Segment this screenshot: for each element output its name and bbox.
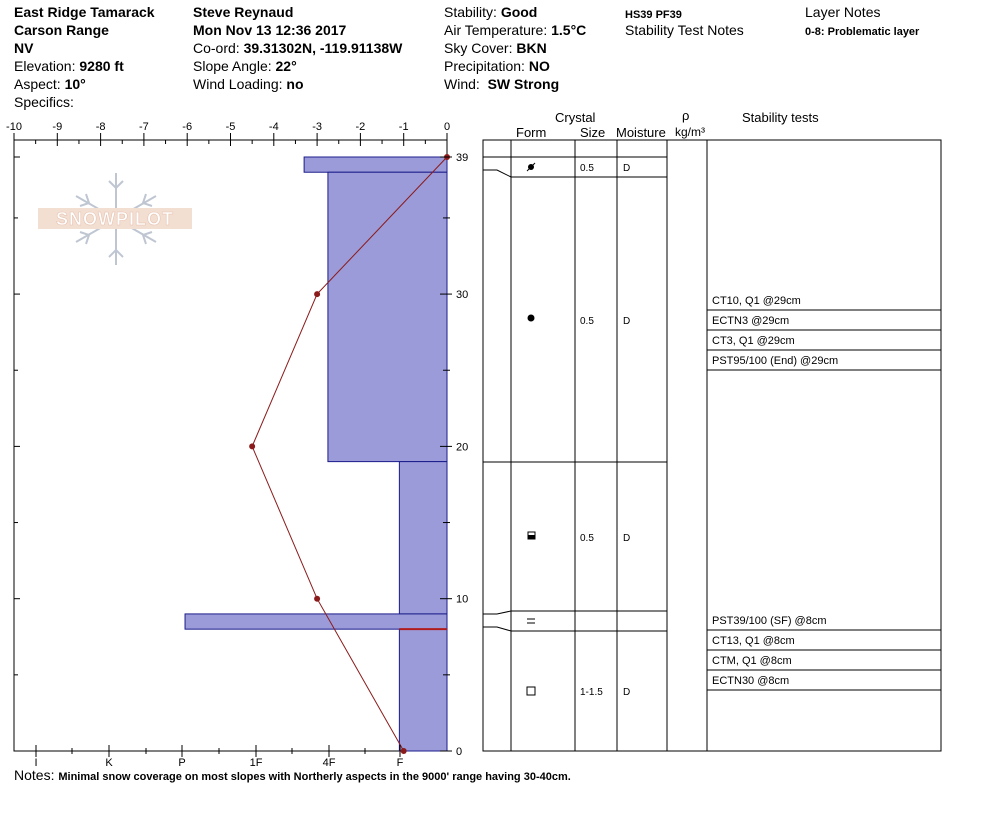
form-header: Form [516,125,547,140]
height-tick-label: 0 [456,746,463,758]
layer-size: 1-1.5 [580,687,603,698]
range-name: Carson Range [14,22,109,38]
stability-test-entry: PST39/100 (SF) @8cm [712,615,827,627]
moisture-header: Moisture [616,125,666,140]
hardness-tick-label: K [105,757,113,769]
temperature-point [314,596,320,602]
layer-moisture: D [623,316,631,327]
hardness-tick-label: 4F [322,757,336,769]
precip-label: Precipitation: [444,58,525,74]
temp-tick-label: -5 [225,121,236,133]
notes [14,767,571,783]
slope-label: Slope Angle: [193,58,272,74]
rounded-grains-icon [528,315,535,322]
notes-label: Notes: [14,767,55,783]
observer-name: Steve Reynaud [193,4,294,20]
wind-value: SW Strong [487,76,560,92]
temp-tick-label: -10 [6,121,22,133]
stability-tests-header: Stability tests [742,110,819,125]
specifics-label: Specifics: [14,94,74,110]
height-tick-label: 20 [456,441,469,454]
stability-test-list [707,295,941,690]
temperature-point [314,291,320,297]
coord-label: Co-ord: [193,40,240,56]
crystal-header: Crystal [555,110,596,125]
stability-test-entry: ECTN30 @8cm [712,675,790,687]
stability-test-entry: CT10, Q1 @29cm [712,295,801,307]
size-header: Size [580,125,606,140]
hardness-axis [34,745,403,769]
stability-test-notes-title: Stability Test Notes [625,22,744,38]
location-name: East Ridge Tamarack [14,4,155,20]
layer-bar [399,629,447,751]
density-symbol: ρ [682,108,690,123]
wind-label: Wind: [444,76,480,92]
layer-moisture: D [623,533,631,544]
layer-bars [185,157,447,751]
coord-value: 39.31302N, -119.91138W [243,40,403,56]
temp-tick-label: -1 [398,121,409,133]
stability-test-entry: ECTN3 @29cm [712,315,790,327]
layer-size: 0.5 [580,163,594,174]
hs-pf: HS39 PF39 [625,9,682,21]
temperature-axis [6,121,450,146]
observation-datetime: Mon Nov 13 12:36 2017 [193,22,347,38]
state-name: NV [14,40,34,56]
faceted-crystals-icon [527,687,535,695]
depth-hoar-icon-fill [528,535,535,539]
height-tick-label: 39 [456,152,469,164]
logo-text: SNOWPILOT [56,209,174,229]
density-unit: kg/m³ [675,125,705,139]
layer-size: 0.5 [580,533,594,544]
aspect-label: Aspect: [14,76,61,92]
sky-label: Sky Cover: [444,40,513,56]
temp-tick-label: -3 [312,121,322,133]
temp-tick-label: -9 [52,121,63,133]
hardness-tick-label: I [34,757,38,769]
snowpilot-logo [38,173,192,265]
air-temp-value: 1.5°C [551,22,587,38]
temp-tick-label: -8 [95,121,106,133]
layer-bar [304,157,447,172]
stability-test-entry: PST95/100 (End) @29cm [712,355,839,367]
layer-bar [399,462,447,614]
aspect-value: 10° [64,76,86,92]
hardness-tick-label: P [178,757,186,769]
temp-tick-label: -6 [182,121,193,133]
wind-loading-label: Wind Loading: [193,76,283,92]
temp-tick-label: 0 [443,121,451,133]
sky-value: BKN [516,40,547,56]
layer-moisture: D [623,687,631,698]
stability-label: Stability: [444,4,497,20]
elevation-value: 9280 ft [79,58,124,74]
hardness-tick-label: F [396,757,404,769]
stability-value: Good [500,4,538,20]
temp-tick-label: -7 [139,121,149,133]
air-temp-label: Air Temperature: [444,22,548,38]
notes-text: Minimal snow coverage on most slopes with Northerly aspects in the 9000' range having 30-40cm. [58,771,571,783]
stability-test-entry: CT3, Q1 @29cm [712,335,795,347]
hardness-tick-label: 1F [249,757,263,769]
elevation-label: Elevation: [14,58,76,74]
layer-moisture: D [623,163,631,174]
layer-bar [185,614,447,629]
layer-notes-title: Layer Notes [805,4,881,20]
layer-size: 0.5 [580,316,594,327]
temp-tick-label: -2 [355,121,366,133]
layer-bar [328,172,447,461]
height-tick-label: 10 [456,593,469,606]
stability-test-entry: CTM, Q1 @8cm [712,655,792,667]
slope-value: 22° [275,58,297,74]
precip-value: NO [528,58,550,74]
wind-loading-value: no [286,76,304,92]
temp-tick-label: -4 [268,121,279,133]
stability-test-entry: CT13, Q1 @8cm [712,635,795,647]
temperature-point [401,748,407,754]
temperature-point [249,443,255,449]
height-tick-label: 30 [456,289,469,302]
layer-note: 0-8: Problematic layer [805,26,920,38]
